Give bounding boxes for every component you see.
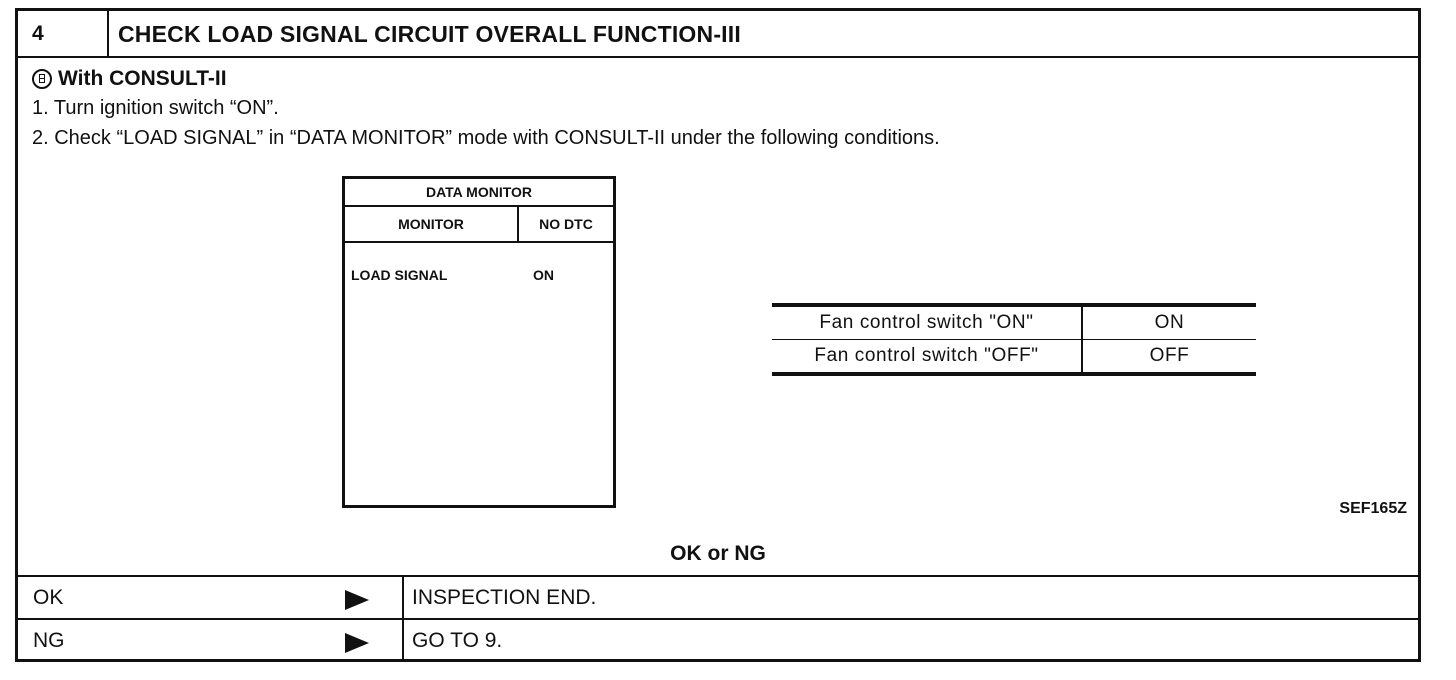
consult-tool-icon [32,69,52,89]
condition-value-cell: OFF [1149,345,1190,366]
instruction-step-1: 1. Turn ignition switch “ON”. [32,97,279,119]
result-divider [402,577,404,618]
condition-cell: Fan control switch "OFF" [772,340,1083,372]
result-label: OK [33,586,64,609]
result-row-ok [18,575,1418,618]
condition-table [772,303,1256,376]
result-row-ng [18,618,1418,661]
condition-value-cell: ON [1154,312,1185,333]
load-signal-label: LOAD SIGNAL [351,267,448,283]
procedure-frame [15,8,1421,662]
instruction-step-2: 2. Check “LOAD SIGNAL” in “DATA MONITOR” mode with CONSULT-II under the following conditions. [32,127,940,149]
consult-mode-label: With CONSULT-II [58,67,227,90]
data-monitor-column-header [345,207,613,243]
result-action: GO TO 9. [412,629,503,652]
right-arrow-icon [345,590,369,610]
step-number: 4 [32,22,44,45]
result-action: INSPECTION END. [412,586,597,609]
result-question: OK or NG [670,542,766,565]
step-header [18,11,1418,58]
monitor-column-label: MONITOR [345,207,519,241]
right-arrow-icon [345,633,369,653]
condition-cell: Fan control switch "ON" [772,307,1083,339]
condition-row [772,339,1256,372]
figure-id: SEF165Z [1339,500,1407,517]
status-column-label: NO DTC [539,216,593,232]
data-monitor-screen [342,176,616,508]
consult-mode-line [32,67,227,91]
header-divider [107,11,109,56]
step-title: CHECK LOAD SIGNAL CIRCUIT OVERALL FUNCTION-III [118,21,741,47]
condition-row [772,307,1256,339]
load-signal-value: ON [533,267,554,283]
data-monitor-title: DATA MONITOR [345,179,613,207]
result-label: NG [33,629,65,652]
result-divider [402,620,404,661]
